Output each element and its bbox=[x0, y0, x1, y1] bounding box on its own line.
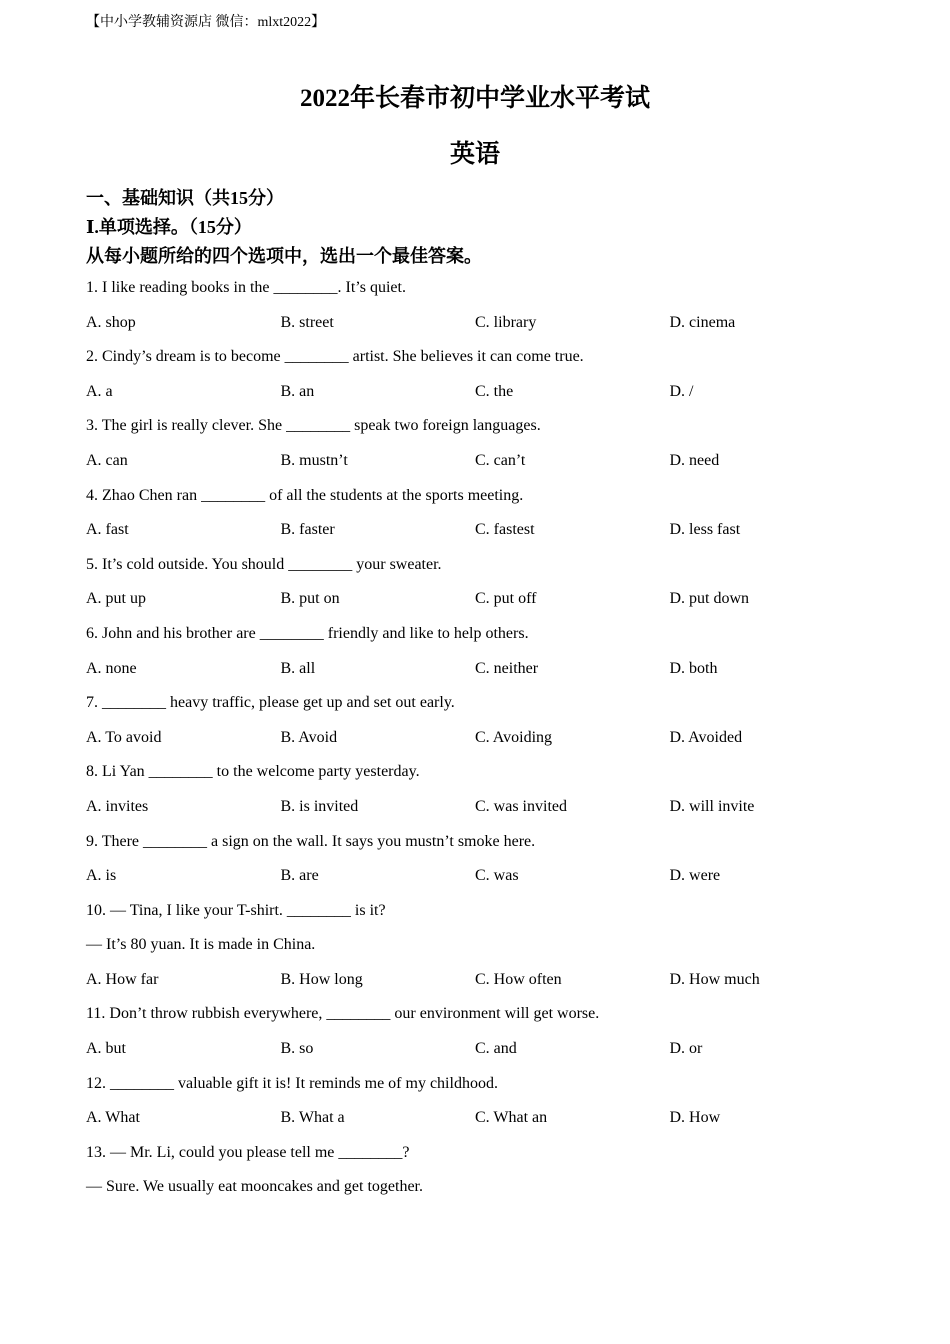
answer-option: A. a bbox=[86, 382, 113, 400]
question-stem: 6. John and his brother are ________ friendly and like to help others. bbox=[86, 624, 529, 642]
question-stem: 3. The girl is really clever. She ________ speak two foreign languages. bbox=[86, 417, 541, 435]
question-stem: 11. Don’t throw rubbish everywhere, ________ our environment will get worse. bbox=[86, 1005, 600, 1023]
answer-option: C. What an bbox=[475, 1109, 548, 1127]
question-item bbox=[86, 479, 876, 548]
answer-option: C. and bbox=[475, 1040, 517, 1058]
answer-option: B. are bbox=[280, 867, 319, 885]
answer-options bbox=[86, 444, 876, 479]
answer-option: A. How far bbox=[86, 970, 159, 988]
answer-option: C. library bbox=[475, 313, 537, 331]
question-stem: 13. — Mr. Li, could you please tell me ________? bbox=[86, 1143, 410, 1161]
answer-option: A. What bbox=[86, 1109, 140, 1127]
answer-option: C. can’t bbox=[475, 451, 526, 469]
answer-option: B. Avoid bbox=[280, 728, 338, 746]
question-item bbox=[86, 686, 876, 755]
answer-option: A. invites bbox=[86, 797, 149, 815]
question-reply: — It’s 80 yuan. It is made in China. bbox=[86, 936, 316, 954]
question-item bbox=[86, 271, 876, 340]
section-heading: 一、基础知识（共15分） bbox=[86, 188, 284, 208]
question-stem: 10. — Tina, I like your T-shirt. ________ is it? bbox=[86, 901, 386, 919]
answer-option: D. both bbox=[669, 659, 718, 677]
question-item bbox=[86, 755, 876, 824]
answer-option: B. What a bbox=[280, 1109, 345, 1127]
question-list bbox=[86, 271, 876, 1205]
answer-option: C. neither bbox=[475, 659, 539, 677]
answer-option: D. need bbox=[669, 451, 720, 469]
answer-option: D. How bbox=[669, 1109, 721, 1127]
subject-title: 英语 bbox=[449, 141, 500, 168]
answer-option: A. fast bbox=[86, 521, 129, 539]
answer-options bbox=[86, 790, 876, 825]
answer-option: C. was invited bbox=[475, 797, 567, 815]
answer-options bbox=[86, 1032, 876, 1067]
answer-option: D. will invite bbox=[669, 797, 755, 815]
answer-option: A. can bbox=[86, 451, 128, 469]
question-item bbox=[86, 409, 876, 478]
question-item bbox=[86, 997, 876, 1066]
exam-title: 2022年长春市初中学业水平考试 bbox=[299, 85, 650, 112]
question-stem: 8. Li Yan ________ to the welcome party yesterday. bbox=[86, 763, 420, 781]
instructions: 从每小题所给的四个选项中，选出一个最佳答案。 bbox=[86, 246, 482, 266]
part-heading: Ⅰ.单项选择。（15分） bbox=[86, 217, 252, 237]
document-body bbox=[86, 184, 876, 1205]
answer-option: C. was bbox=[475, 867, 519, 885]
answer-option: B. so bbox=[280, 1040, 314, 1058]
answer-option: B. all bbox=[280, 659, 316, 677]
answer-option: C. Avoiding bbox=[475, 728, 553, 746]
question-stem: 7. ________ heavy traffic, please get up and set out early. bbox=[86, 694, 455, 712]
answer-option: D. Avoided bbox=[669, 728, 743, 746]
answer-option: B. How long bbox=[280, 970, 363, 988]
answer-options bbox=[86, 859, 876, 894]
answer-option: D. were bbox=[669, 867, 721, 885]
answer-option: B. put on bbox=[280, 590, 340, 608]
answer-option: D. or bbox=[669, 1040, 703, 1058]
answer-options bbox=[86, 721, 876, 756]
question-stem: 2. Cindy’s dream is to become ________ artist. She believes it can come true. bbox=[86, 348, 584, 366]
answer-options bbox=[86, 652, 876, 687]
answer-option: A. none bbox=[86, 659, 137, 677]
question-item bbox=[86, 1136, 876, 1205]
answer-options bbox=[86, 513, 876, 548]
answer-option: B. street bbox=[280, 313, 334, 331]
answer-option: A. put up bbox=[86, 590, 146, 608]
answer-option: A. but bbox=[86, 1040, 126, 1058]
answer-option: D. / bbox=[669, 382, 694, 400]
question-stem: 5. It’s cold outside. You should ________ your sweater. bbox=[86, 555, 442, 573]
answer-options bbox=[86, 963, 876, 998]
question-item bbox=[86, 548, 876, 617]
question-stem: 12. ________ valuable gift it is! It reminds me of my childhood. bbox=[86, 1074, 498, 1092]
question-item bbox=[86, 340, 876, 409]
answer-option: C. How often bbox=[475, 970, 562, 988]
question-stem: 1. I like reading books in the ________. It’s quiet. bbox=[86, 279, 406, 296]
answer-option: B. is invited bbox=[280, 797, 359, 815]
answer-option: D. less fast bbox=[669, 521, 741, 539]
answer-options bbox=[86, 375, 876, 410]
answer-options bbox=[86, 1101, 876, 1136]
answer-option: B. mustn’t bbox=[280, 451, 348, 469]
answer-option: D. put down bbox=[669, 590, 750, 608]
answer-option: C. fastest bbox=[475, 521, 535, 539]
answer-option: D. cinema bbox=[669, 313, 736, 331]
question-reply: — Sure. We usually eat mooncakes and get together. bbox=[86, 1178, 423, 1196]
answer-option: C. put off bbox=[475, 590, 537, 608]
answer-option: B. an bbox=[280, 382, 315, 400]
question-item bbox=[86, 825, 876, 894]
answer-option: D. How much bbox=[669, 970, 760, 988]
question-item bbox=[86, 617, 876, 686]
answer-option: B. faster bbox=[280, 521, 335, 539]
answer-options bbox=[86, 582, 876, 617]
answer-options bbox=[86, 306, 876, 341]
answer-option: A. To avoid bbox=[86, 728, 162, 746]
answer-option: C. the bbox=[475, 382, 514, 400]
question-stem: 9. There ________ a sign on the wall. It says you mustn’t smoke here. bbox=[86, 832, 536, 850]
answer-option: A. is bbox=[86, 867, 117, 885]
question-stem: 4. Zhao Chen ran ________ of all the students at the sports meeting. bbox=[86, 486, 524, 504]
question-item bbox=[86, 894, 876, 998]
header-note: 【中小学教辅资源店 微信：mlxt2022】 bbox=[86, 15, 326, 30]
answer-option: A. shop bbox=[86, 313, 136, 331]
question-item bbox=[86, 1067, 876, 1136]
